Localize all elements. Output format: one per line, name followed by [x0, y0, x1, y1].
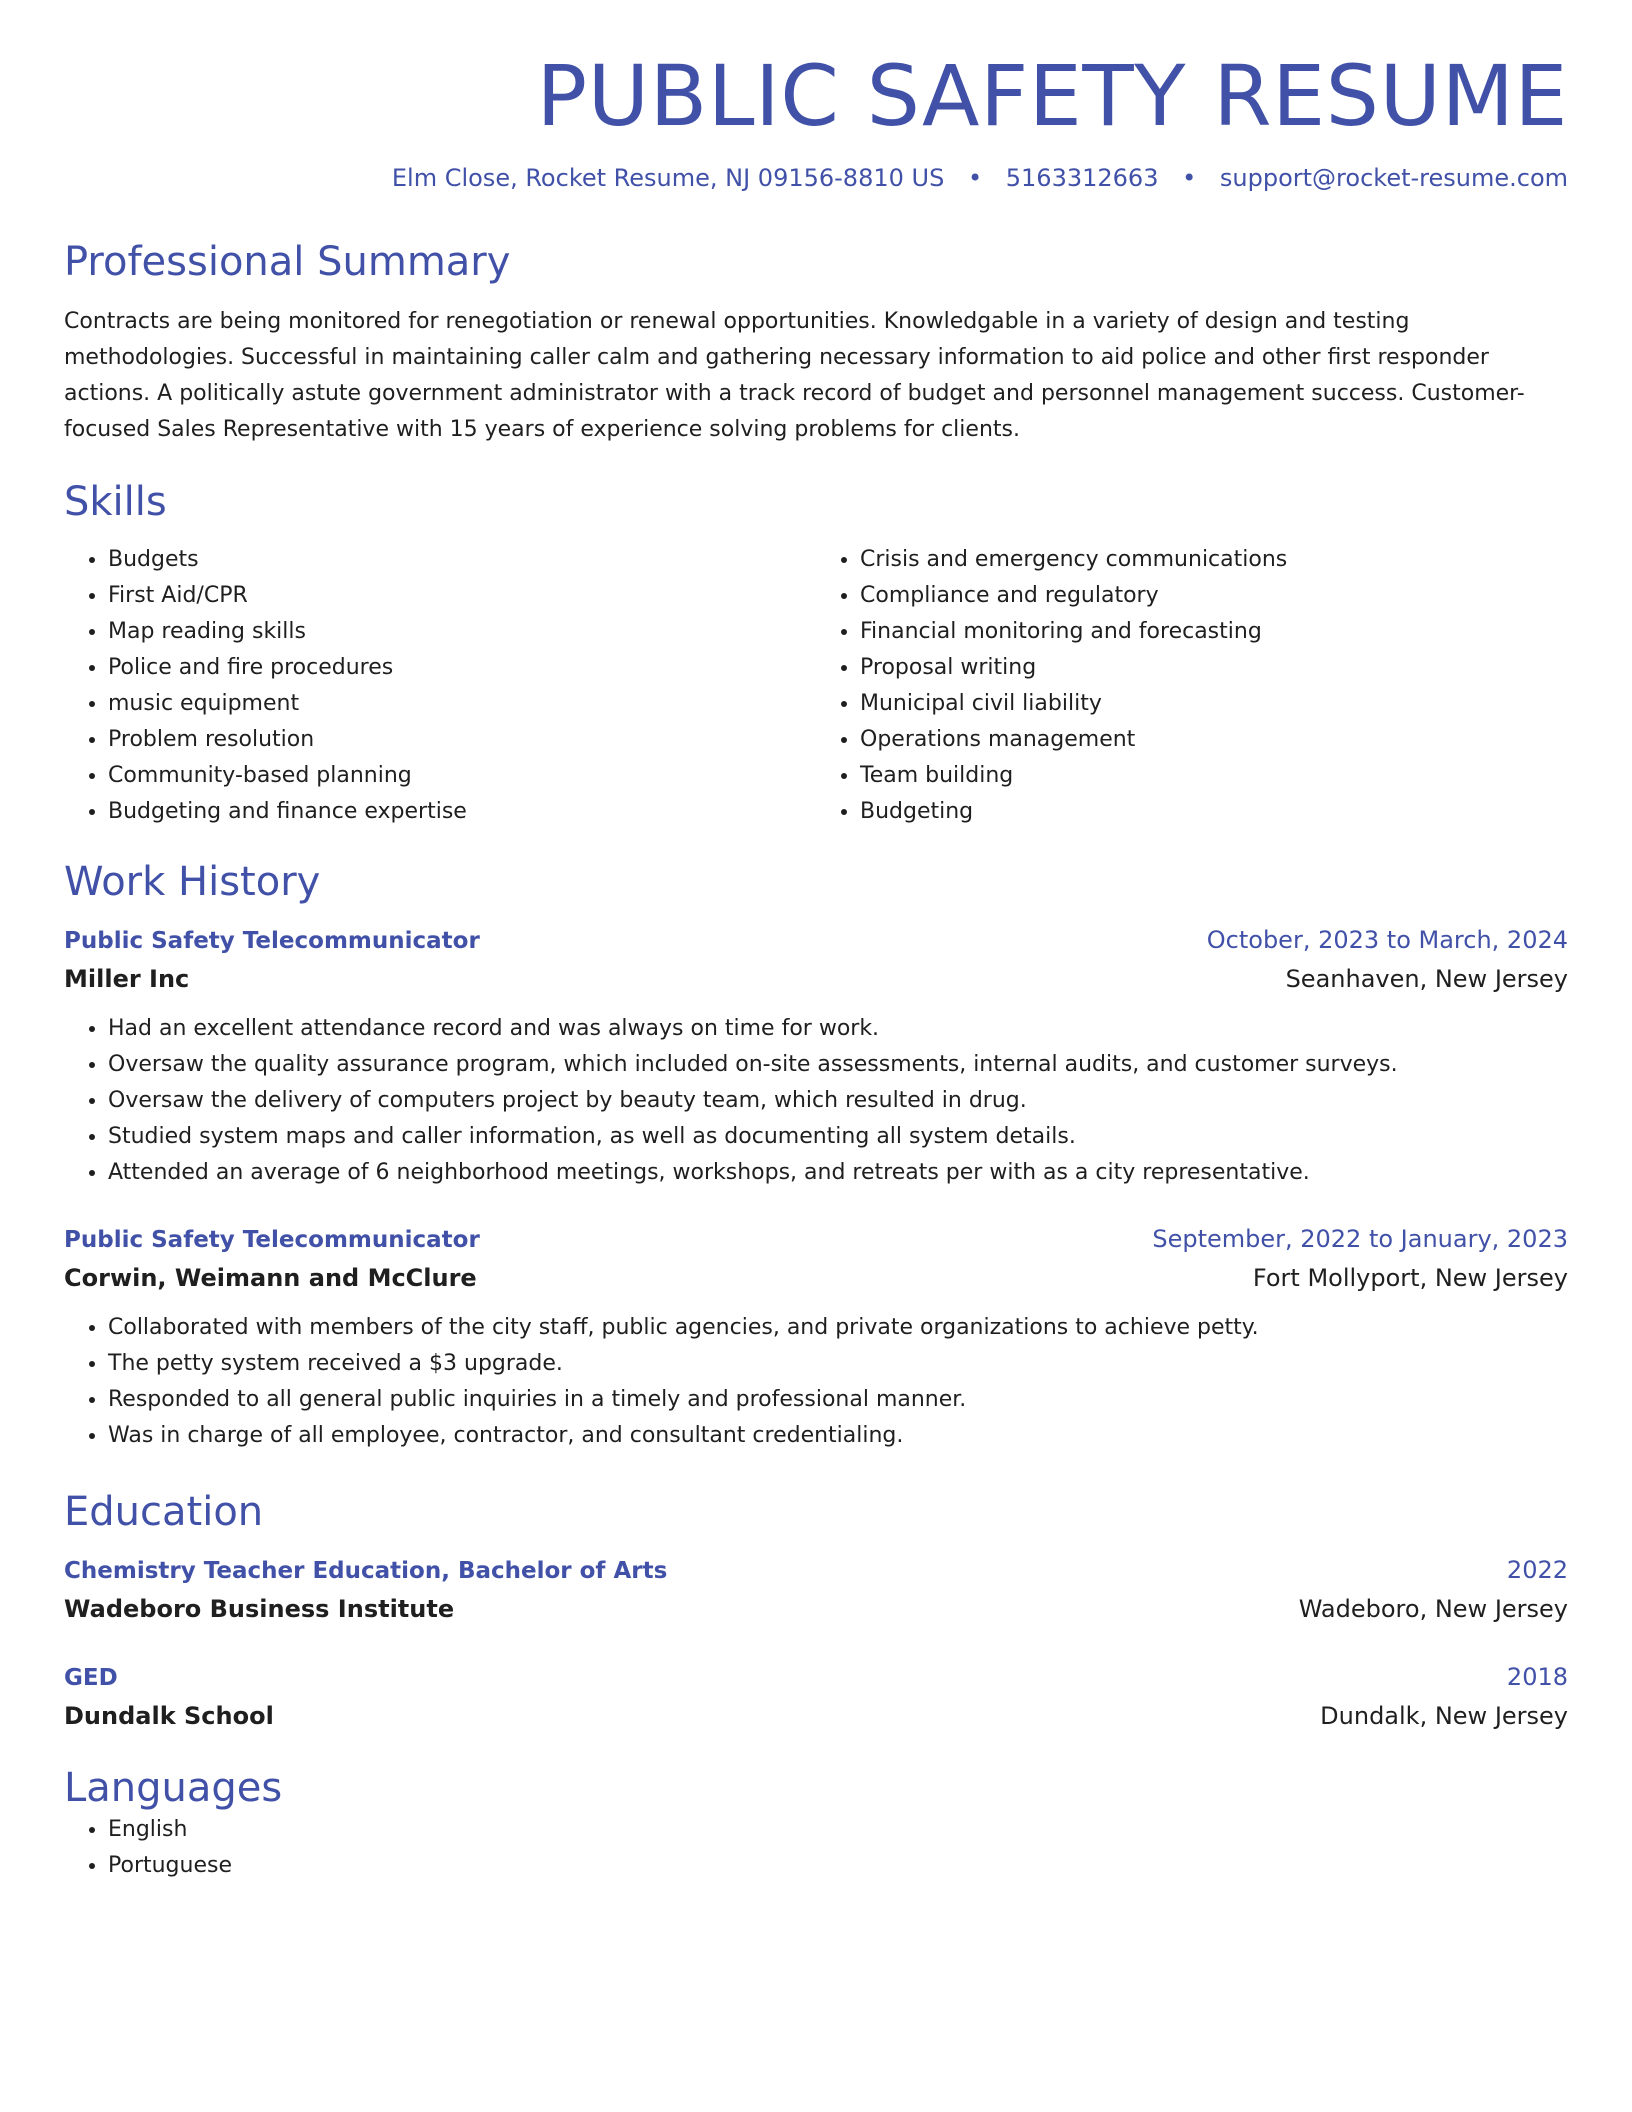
education-year: 2018 [1506, 1662, 1568, 1691]
job-title: Public Safety Telecommunicator [64, 1226, 480, 1253]
education-school: Wadeboro Business Institute [64, 1594, 455, 1623]
education-section [64, 1488, 1568, 1736]
skill-item: • Community-based planning [108, 758, 816, 794]
job-dates: September, 2022 to January, 2023 [1152, 1224, 1568, 1253]
education-school-row [64, 1696, 1568, 1736]
job-bullets [64, 1310, 1568, 1454]
skills-section [64, 478, 1568, 830]
skill-item: • Team building [860, 758, 1568, 794]
job-bullet: • Oversaw the quality assurance program, which included on-site assessments, internal audits, and customer surveys. [108, 1047, 1568, 1083]
contact-separator: • [967, 164, 983, 193]
job-company: Corwin, Weimann and McClure [64, 1263, 477, 1292]
job-company-row [64, 959, 1568, 999]
skill-item: • Map reading skills [108, 614, 816, 650]
skills-left-column [64, 542, 816, 830]
summary-text: Contracts are being monitored for renegotiation or renewal opportunities. Knowledgable in a variety of design and testing methodologies. Successful in maintaining caller calm and gathering necessary information to aid police and other first responder actions. A politically astute government administrator with a track record of budget and personnel management success. Customer-focused Sales Representative with 15 years of experience solving problems for clients. [64, 308, 1525, 442]
contact-phone: 5163312663 [1005, 164, 1159, 193]
education-entry [64, 1552, 1568, 1629]
resume-title: PUBLIC SAFETY RESUME [536, 47, 1568, 145]
skills-heading: Skills [64, 478, 167, 525]
skill-item: • Proposal writing [860, 650, 1568, 686]
education-degree-row [64, 1659, 1568, 1696]
summary-heading: Professional Summary [64, 238, 511, 285]
job-entry [64, 922, 1568, 1191]
job-bullet: • Responded to all general public inquiries in a timely and professional manner. [108, 1382, 1568, 1418]
education-school: Dundalk School [64, 1701, 274, 1730]
skill-item: • Financial monitoring and forecasting [860, 614, 1568, 650]
job-title: Public Safety Telecommunicator [64, 927, 480, 954]
skills-right-column [816, 542, 1568, 830]
job-bullet: • Collaborated with members of the city staff, public agencies, and private organizations to achieve petty. [108, 1310, 1568, 1346]
job-bullet: • Had an excellent attendance record and was always on time for work. [108, 1011, 1568, 1047]
skill-item: • Budgeting and finance expertise [108, 794, 816, 830]
contact-email: support@rocket-resume.com [1219, 164, 1568, 193]
education-heading: Education [64, 1488, 264, 1535]
skill-item: • Compliance and regulatory [860, 578, 1568, 614]
summary-section [64, 238, 1568, 448]
skill-item: • music equipment [108, 686, 816, 722]
skill-item: • Municipal civil liability [860, 686, 1568, 722]
resume-header [64, 47, 1568, 196]
education-school-row [64, 1589, 1568, 1629]
job-bullet: • Oversaw the delivery of computers project by beauty team, which resulted in drug. [108, 1083, 1568, 1119]
education-location: Wadeboro, New Jersey [1298, 1594, 1568, 1623]
job-title-row [64, 1221, 1568, 1258]
contact-separator: • [1182, 164, 1197, 193]
language-item: • Portuguese [108, 1848, 1568, 1884]
skill-item: • First Aid/CPR [108, 578, 816, 614]
skill-item: • Budgeting [860, 794, 1568, 830]
job-entry [64, 1221, 1568, 1454]
contact-address: Elm Close, Rocket Resume, NJ 09156-8810 US [391, 164, 945, 193]
language-item: • English [108, 1812, 1568, 1848]
job-company: Miller Inc [64, 964, 190, 993]
skill-item: • Operations management [860, 722, 1568, 758]
job-location: Fort Mollyport, New Jersey [1252, 1263, 1568, 1292]
job-bullet: • The petty system received a $3 upgrade. [108, 1346, 1568, 1382]
education-entry [64, 1659, 1568, 1736]
education-degree-row [64, 1552, 1568, 1589]
education-year: 2022 [1506, 1555, 1568, 1584]
job-company-row [64, 1258, 1568, 1298]
education-degree: GED [64, 1664, 118, 1691]
skill-item: • Budgets [108, 542, 816, 578]
languages-section [64, 1764, 1568, 1884]
job-dates: October, 2023 to March, 2024 [1206, 925, 1568, 954]
job-bullet: • Attended an average of 6 neighborhood meetings, workshops, and retreats per with as a city representative. [108, 1155, 1568, 1191]
job-title-row [64, 922, 1568, 959]
languages-list [64, 1812, 1568, 1884]
skill-item: • Crisis and emergency communications [860, 542, 1568, 578]
work-history-section [64, 858, 1568, 1454]
job-bullets [64, 1011, 1568, 1191]
skill-item: • Police and fire procedures [108, 650, 816, 686]
skills-columns [64, 542, 1568, 830]
languages-heading: Languages [64, 1764, 283, 1811]
education-degree: Chemistry Teacher Education, Bachelor of Arts [64, 1557, 668, 1584]
job-location: Seanhaven, New Jersey [1285, 964, 1568, 993]
education-location: Dundalk, New Jersey [1320, 1701, 1568, 1730]
work-history-heading: Work History [64, 858, 321, 905]
job-bullet: • Was in charge of all employee, contractor, and consultant credentialing. [108, 1418, 1568, 1454]
contact-line [64, 162, 1568, 196]
skill-item: • Problem resolution [108, 722, 816, 758]
job-bullet: • Studied system maps and caller information, as well as documenting all system details. [108, 1119, 1568, 1155]
